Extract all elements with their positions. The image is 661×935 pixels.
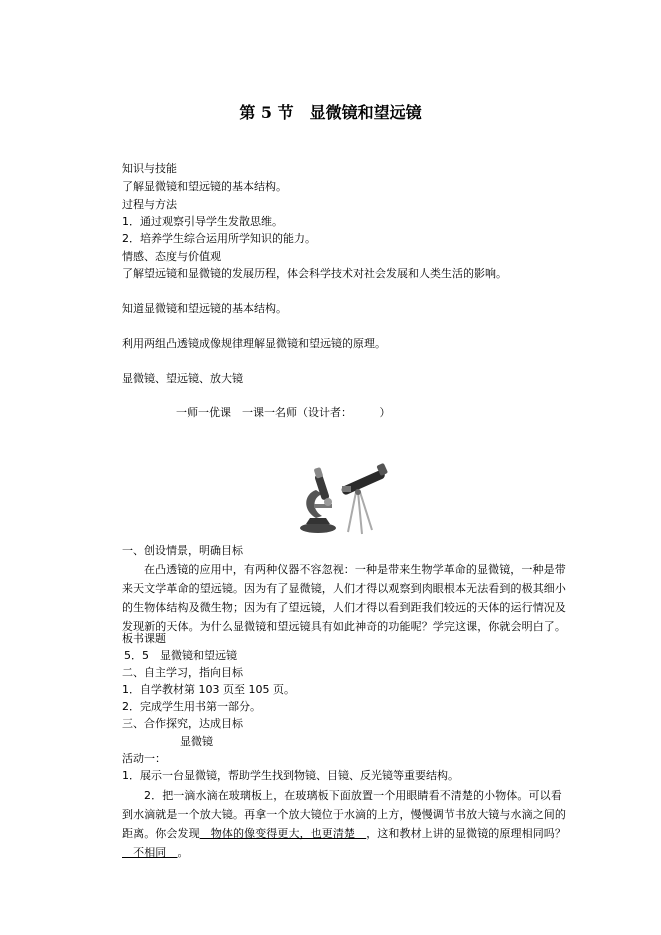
materials: 显微镜、望远镜、放大镜: [122, 372, 243, 385]
objective-process-1: 1．通过观察引导学生发散思维。: [122, 215, 283, 228]
self-study-2: 2．完成学生用书第一部分。: [122, 700, 261, 713]
objective-knowledge-text: 了解显微镜和望远镜的基本结构。: [122, 180, 287, 193]
section3-heading: 三、合作探究，达成目标: [122, 717, 243, 730]
microscope-telescope-illustration: [296, 460, 388, 536]
key-point: 知道显微镜和望远镜的基本结构。: [122, 302, 287, 315]
answer-blank-2: ＿不相同＿: [122, 846, 178, 859]
lesson-title: 5．5 显微镜和望远镜: [124, 649, 237, 662]
subsection-microscope: 显微镜: [180, 735, 213, 748]
activity1-step2-question: ，这和教材上讲的显微镜的原理相同吗？: [366, 827, 567, 840]
difficulty: 利用两组凸透镜成像规律理解显微镜和望远镜的原理。: [122, 337, 386, 350]
section2-heading: 二、自主学习，指向目标: [122, 666, 243, 679]
self-study-1: 1．自学教材第 103 页至 105 页。: [122, 683, 295, 696]
objective-heading-knowledge: 知识与技能: [122, 162, 177, 175]
activity1-step1: 1．展示一台显微镜，帮助学生找到物镜、目镜、反光镜等重要结构。: [122, 769, 459, 782]
objective-heading-process: 过程与方法: [122, 198, 177, 211]
microscope-icon: [300, 467, 336, 533]
answer-blank-1: ＿物体的像变得更大，也更清楚＿: [199, 827, 367, 840]
activity1-label: 活动一：: [122, 752, 166, 765]
telescope-icon: [340, 463, 388, 534]
activity1-step2-text: 2．把一滴水滴在玻璃板上，在玻璃板下面放置一个用眼睛看不清楚的小物体。可以看到水滴就是一个放大镜。再拿一个放大镜位于水滴的上方，慢慢调节书放大镜与水滴之间的距离。你会发现: [122, 789, 566, 840]
board-title: 板书课题: [122, 632, 166, 645]
objective-values-text: 了解望远镜和显微镜的发展历程，体会科学技术对社会发展和人类生活的影响。: [122, 267, 507, 280]
objective-heading-values: 情感、态度与价值观: [122, 250, 221, 263]
activity1-step2-end: 。: [177, 846, 189, 859]
intro-paragraph: 在凸透镜的应用中，有两种仪器不容忽视：一种是带来生物学革命的显微镜，一种是带来天文学革命的望远镜。因为有了显微镜，人们才得以观察到肉眼根本无法看到的极其细小的生物体结构及微生物；因为有了望远镜，人们才得以看到距我们较远的天体的运行情况及发现新的天体。为什么显微镜和望远镜具有如此神奇的功能呢？学完这课，你就会明白了。: [122, 563, 566, 633]
section1-heading: 一、创设情景，明确目标: [122, 544, 243, 557]
designer-line: 一师一优课 一课一名师（设计者： ）: [176, 406, 391, 419]
objective-process-2: 2．培养学生综合运用所学知识的能力。: [122, 232, 316, 245]
page-title: 第 5 节 显微镜和望远镜: [239, 103, 422, 122]
activity1-step2: [122, 786, 566, 862]
